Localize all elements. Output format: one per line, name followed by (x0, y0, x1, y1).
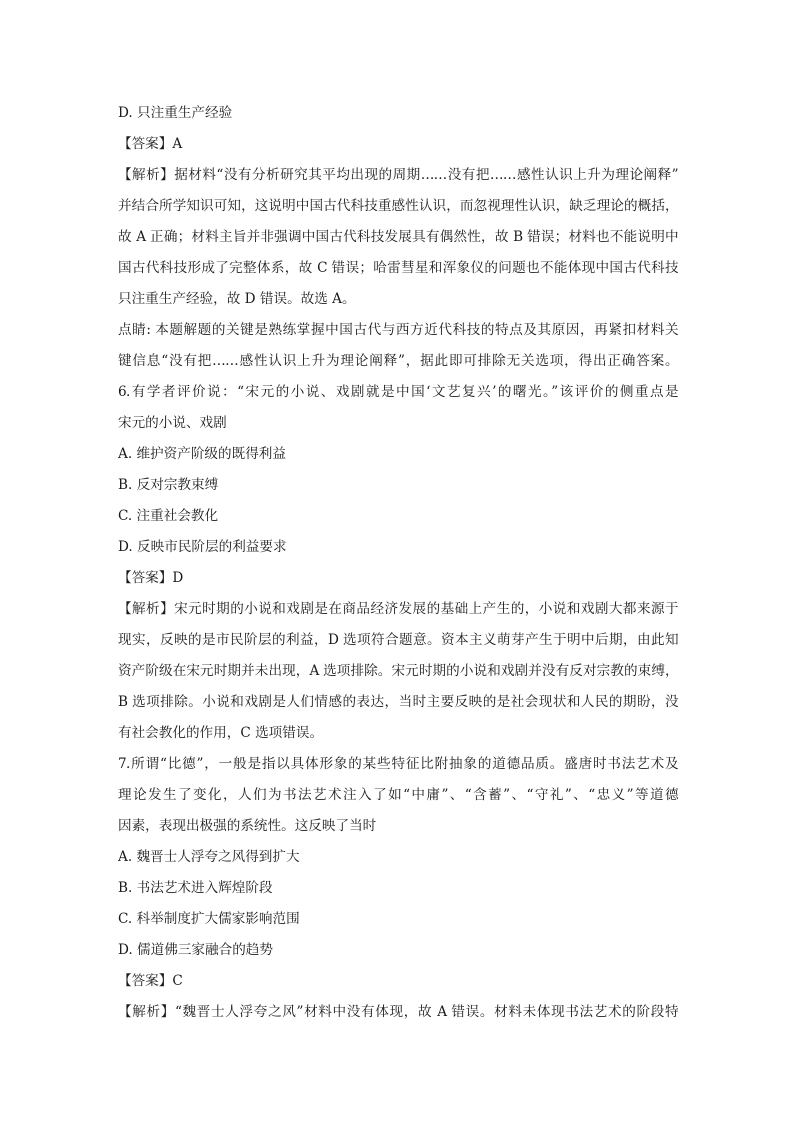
analysis-q7-line-1: 【解析】“魏晋士人浮夸之风”材料中没有体现，故 A 错误。材料未体现书法艺术的阶段特 (118, 1004, 678, 1020)
option-c-q6: C. 注重社会教化 (118, 508, 219, 524)
question-7-line-1: 7.所谓“比德”，一般是指以具体形象的某些特征比附抽象的道德品质。盛唐时书法艺术及 (118, 756, 678, 772)
option-b-q7: B. 书法艺术进入辉煌阶段 (118, 880, 273, 896)
analysis-q6-line-3: 资产阶级在宋元时期并未出现，A 选项排除。宋元时期的小说和戏剧并没有反对宗教的束缚， (118, 663, 678, 679)
option-d-q5: D. 只注重生产经验 (118, 105, 233, 121)
question-7-line-2: 理论发生了变化，人们为书法艺术注入了如“中庸”、“含蓄”、“守礼”、“忠义”等道德 (118, 787, 678, 803)
answer-q5: 【答案】A (118, 136, 183, 152)
option-d-q6: D. 反映市民阶层的利益要求 (118, 539, 287, 555)
answer-q6: 【答案】D (118, 570, 184, 586)
option-a-q6: A. 维护资产阶级的既得利益 (118, 446, 286, 462)
option-b-q6: B. 反对宗教束缚 (118, 477, 219, 493)
question-6-line-2: 宋元的小说、戏剧 (118, 415, 227, 431)
analysis-q5-line-2: 并结合所学知识可知，这说明中国古代科技重感性认识，而忽视理性认识，缺乏理论的概括， (118, 198, 678, 214)
question-7-line-3: 因素，表现出极强的系统性。这反映了当时 (118, 818, 377, 834)
analysis-q6-line-5: 有社会教化的作用，C 选项错误。 (118, 725, 324, 741)
tip-q5-line-2: 键信息“没有把……感性认识上升为理论阐释”，据此即可排除无关选项，得出正确答案。 (118, 353, 678, 369)
analysis-q5-line-4: 国古代科技形成了完整体系，故 C 错误；哈雷彗星和浑象仪的问题也不能体现中国古代科技 (118, 260, 678, 276)
analysis-q5-line-5: 只注重生产经验，故 D 错误。故选 A。 (118, 291, 356, 307)
analysis-q6-line-2: 现实，反映的是市民阶层的利益，D 选项符合题意。资本主义萌芽产生于明中后期，由此知 (118, 632, 678, 648)
option-a-q7: A. 魏晋士人浮夸之风得到扩大 (118, 849, 300, 865)
tip-q5-line-1: 点睛: 本题解题的关键是熟练掌握中国古代与西方近代科技的特点及其原因，再紧扣材料关 (118, 322, 678, 338)
analysis-q6-line-4: B 选项排除。小说和戏剧是人们情感的表达，当时主要反映的是社会现状和人民的期盼，没 (118, 694, 678, 710)
answer-q7: 【答案】C (118, 973, 183, 989)
analysis-q5-line-1: 【解析】据材料“没有分析研究其平均出现的周期……没有把……感性认识上升为理论阐释” (118, 167, 678, 183)
analysis-q6-line-1: 【解析】宋元时期的小说和戏剧是在商品经济发展的基础上产生的，小说和戏剧大都来源于 (118, 601, 678, 617)
analysis-q5-line-3: 故 A 正确；材料主旨并非强调中国古代科技发展具有偶然性，故 B 错误；材料也不能说明中 (118, 229, 678, 245)
option-c-q7: C. 科举制度扩大儒家影响范围 (118, 911, 300, 927)
option-d-q7: D. 儒道佛三家融合的趋势 (118, 942, 273, 958)
question-6-line-1: 6.有学者评价说：“宋元的小说、戏剧就是中国‘文艺复兴’的曙光。”该评价的侧重点是 (118, 384, 678, 400)
